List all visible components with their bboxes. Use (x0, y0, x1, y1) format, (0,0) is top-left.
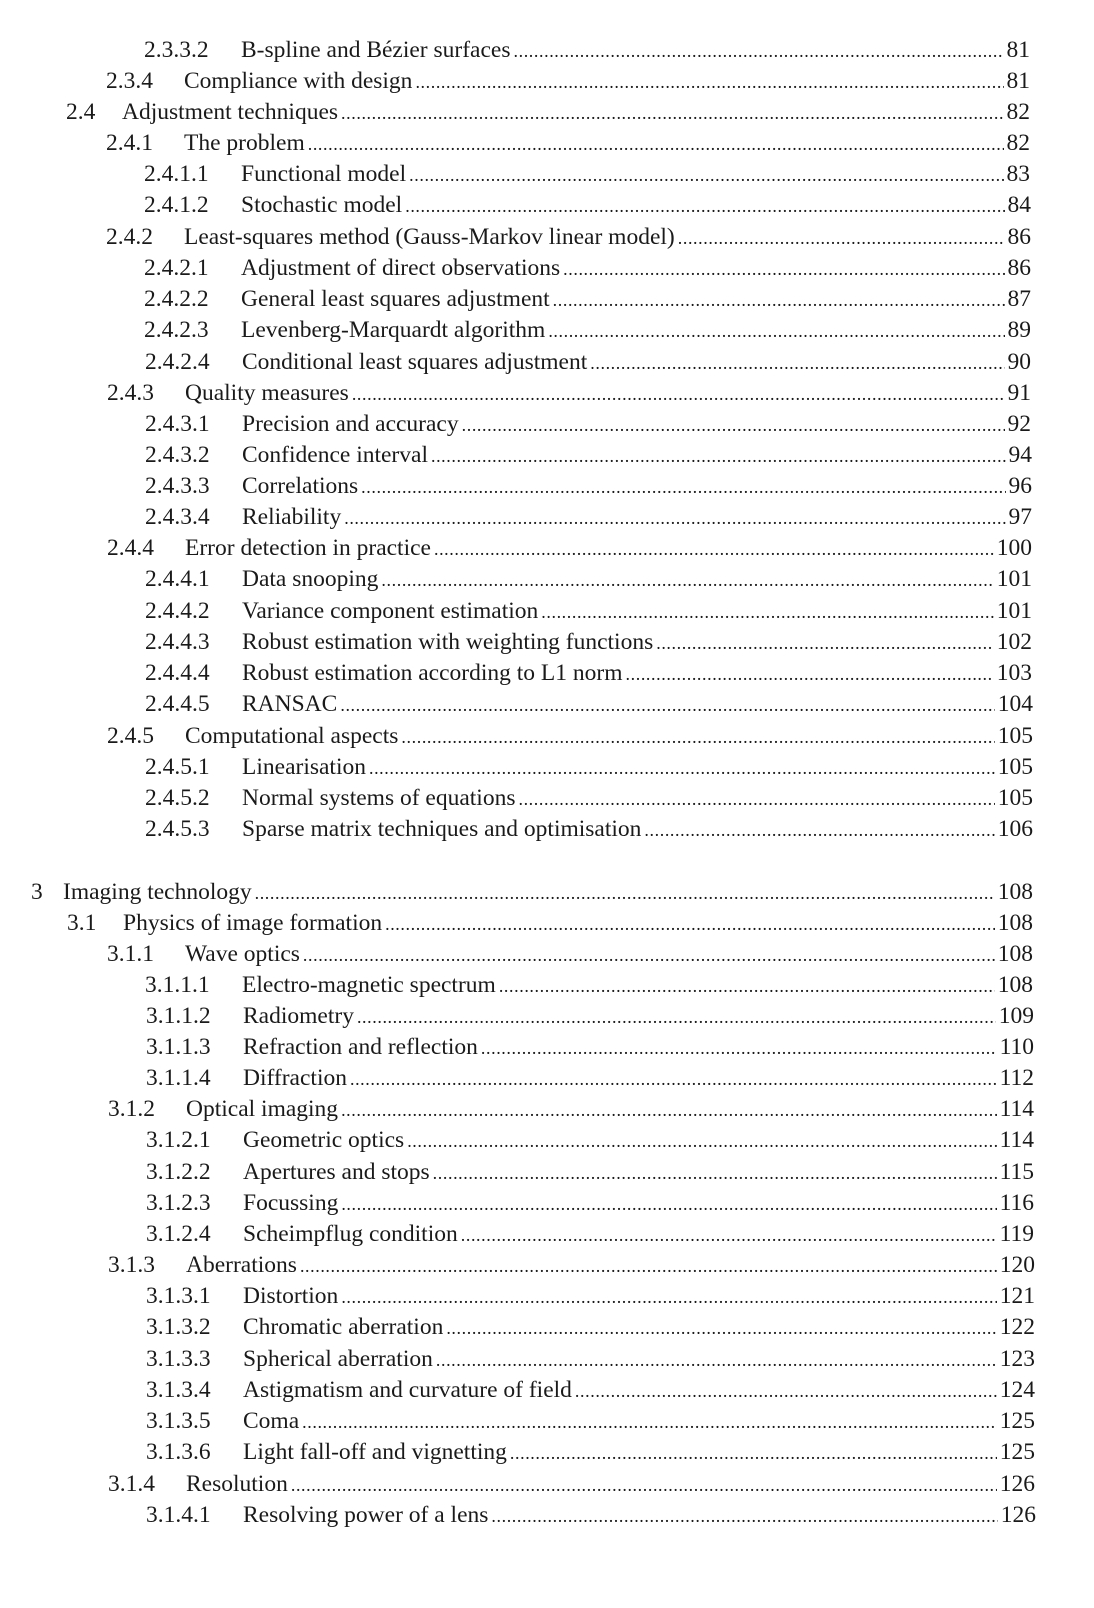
toc-section-number: 3.1.3 (108, 1252, 155, 1278)
toc-page-number: 94 (1008, 442, 1032, 468)
toc-dot-leader (678, 223, 1005, 253)
toc-page-number: 101 (996, 566, 1032, 592)
toc-section-number: 2.3.4 (106, 68, 153, 94)
toc-section-title: Robust estimation according to L1 norm (242, 660, 623, 686)
toc-section-number: 3.1.2.1 (146, 1127, 211, 1153)
toc-section-number: 3.1.2 (108, 1096, 155, 1122)
toc-entry[interactable] (146, 1125, 1034, 1155)
toc-page-number: 92 (1007, 411, 1031, 437)
toc-dot-leader (350, 1064, 997, 1094)
toc-dot-leader (344, 503, 1005, 533)
toc-section-number: 3.1.3.1 (146, 1283, 211, 1309)
toc-entry[interactable] (146, 1500, 1036, 1530)
toc-section-title: Optical imaging (186, 1096, 339, 1122)
toc-section-number: 3.1.1.1 (145, 972, 210, 998)
toc-section-title: Light fall-off and vignetting (243, 1439, 507, 1465)
toc-section-title: Distortion (243, 1283, 339, 1309)
toc-dot-leader (541, 597, 993, 627)
toc-entry[interactable] (146, 1437, 1035, 1467)
toc-page-number: 89 (1007, 317, 1031, 343)
toc-dot-leader (462, 410, 1005, 440)
toc-dot-leader (590, 348, 1004, 378)
toc-page-number: 97 (1008, 504, 1032, 530)
toc-section-number: 3.1.2.2 (146, 1159, 211, 1185)
toc-entry[interactable] (146, 1001, 1034, 1031)
toc-section-number: 3.1.2.3 (146, 1190, 211, 1216)
toc-entry[interactable] (145, 409, 1031, 439)
toc-section-number: 2.4.4.4 (145, 660, 210, 686)
toc-dot-leader (302, 1407, 997, 1437)
toc-section-number: 2.4.5.3 (145, 816, 210, 842)
toc-section-title: Physics of image formation (123, 910, 383, 936)
toc-section-number: 2.4.4.2 (145, 598, 210, 624)
toc-page-number: 81 (1006, 37, 1030, 63)
toc-section-title: Coma (243, 1408, 300, 1434)
toc-entry[interactable] (145, 471, 1032, 501)
toc-section-number: 2.4.2.2 (144, 286, 209, 312)
toc-dot-leader (409, 160, 1003, 190)
toc-dot-leader (491, 1501, 997, 1531)
toc-dot-leader (357, 1002, 996, 1032)
toc-section-number: 2.4.3 (107, 380, 154, 406)
toc-section-number: 2.4.4.3 (145, 629, 210, 655)
toc-entry[interactable] (106, 66, 1030, 96)
toc-dot-leader (255, 878, 995, 908)
toc-dot-leader (340, 690, 994, 720)
toc-entry[interactable] (144, 284, 1031, 314)
toc-section-title: Scheimpflug condition (243, 1221, 458, 1247)
toc-entry[interactable] (107, 378, 1031, 408)
toc-dot-leader (431, 441, 1006, 471)
toc-section-title: Refraction and reflection (243, 1034, 478, 1060)
toc-section-title: Error detection in practice (185, 535, 431, 561)
toc-dot-leader (308, 129, 1004, 159)
toc-page-number: 105 (997, 723, 1033, 749)
toc-section-title: Precision and accuracy (242, 411, 459, 437)
toc-section-number: 2.4.2.1 (144, 255, 209, 281)
toc-section-title: The problem (184, 130, 305, 156)
toc-entry[interactable] (145, 502, 1032, 532)
toc-section-title: Computational aspects (185, 723, 399, 749)
toc-section-title: Apertures and stops (243, 1159, 430, 1185)
toc-section-number: 2.4 (66, 99, 96, 125)
toc-section-title: Robust estimation with weighting functions (242, 629, 654, 655)
toc-section-number: 3.1 (67, 910, 97, 936)
toc-dot-leader (381, 565, 993, 595)
toc-section-title: Data snooping (242, 566, 379, 592)
toc-entry[interactable] (146, 1406, 1035, 1436)
toc-section-title: Variance component estimation (242, 598, 539, 624)
toc-section-number: 3.1.3.4 (146, 1377, 211, 1403)
toc-page-number: 122 (999, 1314, 1035, 1340)
toc-entry[interactable] (106, 128, 1030, 158)
toc-entry[interactable] (146, 1281, 1035, 1311)
toc-entry[interactable] (108, 1250, 1035, 1280)
toc-section-number: 3.1.4.1 (146, 1502, 211, 1528)
toc-section-number: 2.4.5.1 (145, 754, 210, 780)
toc-section-number: 2.4.4 (107, 535, 154, 561)
toc-section-number: 3.1.1.2 (146, 1003, 211, 1029)
toc-section-number: 3.1.1 (107, 941, 154, 967)
toc-entry[interactable] (144, 253, 1031, 283)
toc-entry[interactable] (146, 1157, 1034, 1187)
toc-section-number: 2.4.5 (107, 723, 154, 749)
toc-section-number: 3.1.3.5 (146, 1408, 211, 1434)
toc-entry[interactable] (145, 658, 1032, 688)
toc-section-number: 3.1.3.2 (146, 1314, 211, 1340)
toc-dot-leader (656, 628, 994, 658)
toc-page-number: 126 (999, 1471, 1035, 1497)
toc-section-title: Normal systems of equations (242, 785, 516, 811)
toc-entry[interactable] (145, 627, 1032, 657)
toc-entry[interactable] (145, 564, 1032, 594)
toc-page-number: 112 (999, 1065, 1034, 1091)
toc-section-title: Sparse matrix techniques and optimisation (242, 816, 642, 842)
toc-entry[interactable] (66, 97, 1030, 127)
toc-dot-leader (575, 1376, 997, 1406)
toc-page-number: 104 (997, 691, 1033, 717)
toc-section-title: Wave optics (185, 941, 300, 967)
toc-entry[interactable] (107, 533, 1032, 563)
toc-page-number: 84 (1007, 192, 1031, 218)
toc-dot-leader (563, 254, 1004, 284)
toc-section-title: Correlations (242, 473, 359, 499)
toc-page-number: 124 (999, 1377, 1035, 1403)
toc-entry[interactable] (145, 783, 1033, 813)
toc-page-number: 114 (999, 1096, 1034, 1122)
toc-entry[interactable] (145, 596, 1032, 626)
toc-page-number: 123 (999, 1346, 1035, 1372)
toc-section-number: 2.4.1 (106, 130, 153, 156)
toc-section-number: 2.4.2.3 (144, 317, 209, 343)
toc-page-number: 101 (996, 598, 1032, 624)
toc-page-number: 110 (999, 1034, 1034, 1060)
toc-page-number: 125 (999, 1408, 1035, 1434)
toc-section-number: 2.4.4.5 (145, 691, 210, 717)
toc-dot-leader (446, 1313, 996, 1343)
toc-dot-leader (461, 1220, 997, 1250)
toc-page-number: 108 (997, 910, 1033, 936)
toc-page-number: 91 (1007, 380, 1031, 406)
toc-section-number: 2.4.2.4 (145, 349, 210, 375)
toc-page-number: 106 (997, 816, 1033, 842)
toc-section-number: 2.4.3.1 (145, 411, 210, 437)
toc-section-number: 3.1.1.4 (146, 1065, 211, 1091)
toc-page-number: 108 (997, 972, 1033, 998)
toc-section-title: Adjustment techniques (122, 99, 339, 125)
toc-section-title: Geometric optics (243, 1127, 405, 1153)
toc-section-title: Spherical aberration (243, 1346, 433, 1372)
toc-dot-leader (341, 1282, 996, 1312)
toc-page-number: 114 (999, 1127, 1034, 1153)
toc-entry[interactable] (145, 347, 1031, 377)
toc-section-number: 3.1.3.6 (146, 1439, 211, 1465)
toc-page-number: 82 (1006, 99, 1030, 125)
toc-page-number: 108 (997, 879, 1033, 905)
toc-entry[interactable] (145, 689, 1033, 719)
toc-page-number: 100 (996, 535, 1032, 561)
toc-section-title: Astigmatism and curvature of field (243, 1377, 572, 1403)
toc-page-number: 125 (999, 1439, 1035, 1465)
toc-dot-leader (518, 784, 994, 814)
toc-section-title: Reliability (242, 504, 342, 530)
toc-page-number: 116 (999, 1190, 1034, 1216)
toc-section-number: 3.1.4 (108, 1471, 155, 1497)
toc-section-title: Aberrations (186, 1252, 297, 1278)
toc-section-title: Conditional least squares adjustment (242, 349, 588, 375)
toc-dot-leader (291, 1470, 997, 1500)
toc-dot-leader (341, 98, 1003, 128)
toc-page-number: 115 (999, 1159, 1034, 1185)
toc-entry[interactable] (106, 222, 1031, 252)
toc-section-title: Imaging technology (63, 879, 252, 905)
toc-page-number: 119 (999, 1221, 1034, 1247)
toc-page-number: 83 (1006, 161, 1030, 187)
toc-page-number: 108 (997, 941, 1033, 967)
toc-section-title: Diffraction (243, 1065, 347, 1091)
toc-dot-leader (499, 971, 995, 1001)
toc-entry[interactable] (146, 1312, 1035, 1342)
toc-dot-leader (548, 316, 1004, 346)
toc-section-number: 3.1.2.4 (146, 1221, 211, 1247)
toc-section-number: 2.4.3.2 (145, 442, 210, 468)
toc-page-number: 126 (1000, 1502, 1036, 1528)
toc-page-number: 120 (999, 1252, 1035, 1278)
toc-entry[interactable] (108, 1469, 1035, 1499)
toc-dot-leader (436, 1345, 997, 1375)
toc-section-number: 3 (31, 879, 43, 905)
toc-section-number: 2.4.3.3 (145, 473, 210, 499)
toc-section-title: Quality measures (185, 380, 349, 406)
toc-entry[interactable] (146, 1063, 1034, 1093)
toc-dot-leader (303, 940, 995, 970)
toc-entry[interactable] (145, 970, 1033, 1000)
toc-section-number: 2.4.1.1 (144, 161, 209, 187)
toc-dot-leader (644, 815, 994, 845)
toc-page-number: 86 (1007, 255, 1031, 281)
toc-section-title: Least-squares method (Gauss-Markov linear model) (184, 224, 675, 250)
toc-section-number: 2.4.5.2 (145, 785, 210, 811)
toc-section-number: 2.4.4.1 (145, 566, 210, 592)
toc-section-title: Adjustment of direct observations (241, 255, 561, 281)
toc-dot-leader (407, 1126, 996, 1156)
toc-section-title: Levenberg-Marquardt algorithm (241, 317, 546, 343)
toc-page-number: 82 (1006, 130, 1030, 156)
toc-dot-leader (341, 1189, 996, 1219)
toc-section-number: 2.4.1.2 (144, 192, 209, 218)
toc-section-title: Confidence interval (242, 442, 428, 468)
toc-section-title: Chromatic aberration (243, 1314, 444, 1340)
toc-dot-leader (434, 534, 994, 564)
toc-dot-leader (401, 722, 994, 752)
toc-page-number: 96 (1008, 473, 1032, 499)
toc-dot-leader (626, 659, 994, 689)
toc-section-title: Electro-magnetic spectrum (242, 972, 496, 998)
toc-page-number: 90 (1007, 349, 1031, 375)
toc-dot-leader (300, 1251, 997, 1281)
toc-section-title: Stochastic model (241, 192, 403, 218)
toc-dot-leader (553, 285, 1005, 315)
toc-section-title: General least squares adjustment (241, 286, 550, 312)
toc-section-number: 3.1.3.3 (146, 1346, 211, 1372)
toc-section-title: Resolution (186, 1471, 288, 1497)
toc-section-title: Compliance with design (184, 68, 413, 94)
toc-dot-leader (405, 191, 1004, 221)
toc-entry[interactable] (144, 35, 1030, 65)
toc-section-title: Focussing (243, 1190, 339, 1216)
toc-dot-leader (415, 67, 1003, 97)
toc-entry[interactable] (107, 721, 1033, 751)
toc-page-number: 105 (997, 785, 1033, 811)
toc-dot-leader (341, 1095, 997, 1125)
toc-section-number: 2.3.3.2 (144, 37, 209, 63)
toc-section-number: 3.1.1.3 (146, 1034, 211, 1060)
toc-dot-leader (361, 472, 1005, 502)
toc-section-number: 2.4.2 (106, 224, 153, 250)
toc-page-number: 109 (998, 1003, 1034, 1029)
toc-page-number: 86 (1007, 224, 1031, 250)
toc-page-number: 81 (1006, 68, 1030, 94)
toc-entry[interactable] (145, 752, 1033, 782)
toc-section-title: B-spline and Bézier surfaces (241, 37, 511, 63)
toc-page-number: 121 (999, 1283, 1035, 1309)
toc-page-number: 103 (996, 660, 1032, 686)
toc-dot-leader (369, 753, 995, 783)
toc-section-title: RANSAC (242, 691, 338, 717)
toc-entry[interactable] (145, 814, 1033, 844)
toc-entry[interactable] (144, 159, 1030, 189)
toc-page-number: 105 (997, 754, 1033, 780)
toc-entry[interactable] (146, 1188, 1034, 1218)
toc-section-title: Radiometry (243, 1003, 354, 1029)
toc-section-number: 2.4.3.4 (145, 504, 210, 530)
toc-entry[interactable] (146, 1375, 1035, 1405)
toc-entry[interactable] (146, 1219, 1034, 1249)
toc-entry[interactable] (31, 877, 1033, 907)
toc-dot-leader (352, 379, 1005, 409)
toc-entry[interactable] (107, 939, 1033, 969)
toc-entry[interactable] (67, 908, 1033, 938)
toc-page-number: 102 (996, 629, 1032, 655)
toc-section-title: Functional model (241, 161, 407, 187)
toc-section-title: Resolving power of a lens (243, 1502, 489, 1528)
toc-section-title: Linearisation (242, 754, 366, 780)
toc-entry[interactable] (146, 1344, 1035, 1374)
toc-dot-leader (510, 1438, 997, 1468)
toc-entry[interactable] (144, 190, 1031, 220)
toc-entry[interactable] (145, 440, 1032, 470)
toc-entry[interactable] (144, 315, 1031, 345)
toc-dot-leader (433, 1158, 997, 1188)
toc-entry[interactable] (108, 1094, 1034, 1124)
toc-dot-leader (514, 36, 1004, 66)
toc-entry[interactable] (146, 1032, 1034, 1062)
toc-dot-leader (481, 1033, 997, 1063)
toc-page-number: 87 (1007, 286, 1031, 312)
toc-dot-leader (385, 909, 995, 939)
